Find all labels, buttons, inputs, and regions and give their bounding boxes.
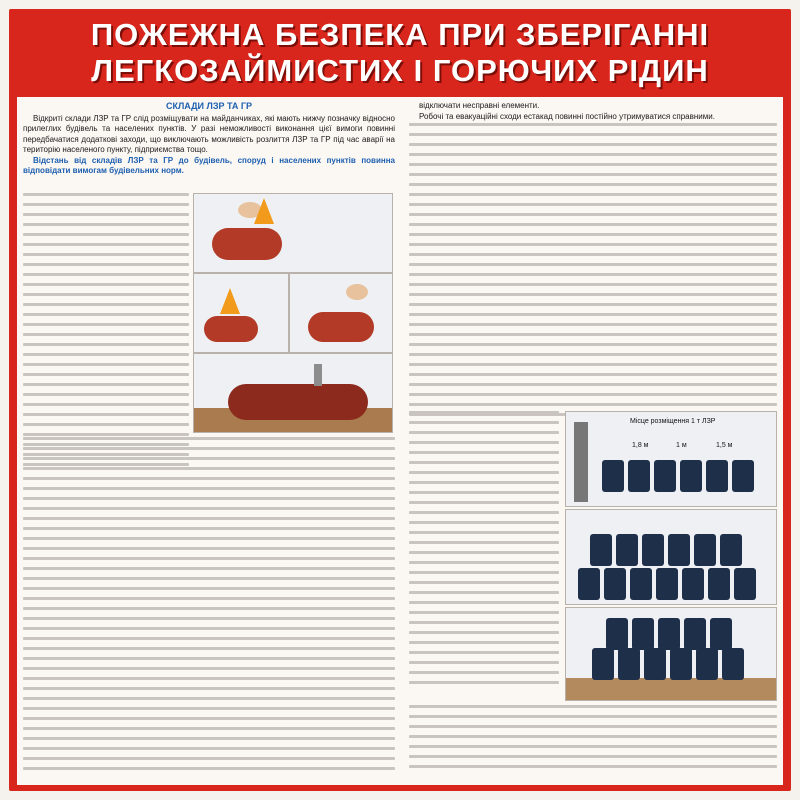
right-paragraph-1: відключати несправні елементи. [419,101,540,110]
dimension-3: 1,5 м [716,442,733,449]
illustration-tank-hand [289,273,393,353]
poster-title [9,17,791,89]
illustration-drums-storage [565,411,777,507]
text-block-right-b [409,411,559,691]
paragraph-highlight: Відстань від складів ЛЗР та ГР до будівель, споруд і населених пунктів повинна відповідати вимогам будівельних норм. [23,156,395,176]
section-heading: СКЛАДИ ЛЗР ТА ГР [165,101,252,111]
right-paragraph-2: Робочі та евакуаційні сходи естакад повинні постійно утримуватися справними. [419,112,715,122]
poster-sheet [17,97,783,785]
text-block-right-c [409,705,777,775]
illustration-tank-fire-small [193,273,289,353]
illustration-drum-pile-outdoor [565,607,777,701]
illustration-tank-fire-left [193,193,393,273]
illustration-drums-tiered [565,509,777,605]
left-column [23,97,395,177]
illustration-underground-tank [193,353,393,433]
paragraph: Відкриті склади ЛЗР та ГР слід розміщувати на майданчиках, які мають нижчу позначку відносно прилеглих будівель та населених пунктів. У разі неможливості виконання цієї вимоги повинні передбачатися додаткові заходи, що виключають можливість розлиття ЛЗР та ГР під час аварії на територію населеного пункту, підприємства тощо. [23,114,395,154]
dimension-1: 1,8 м [632,442,649,449]
text-block-right-a [409,123,777,423]
illustration-label: Місце розміщення 1 т ЛЗР [630,418,716,425]
right-column [409,101,777,123]
text-block-left-a [23,193,189,473]
title-line-1: ПОЖЕЖНА БЕЗПЕКА ПРИ ЗБЕРІГАННІ [90,17,710,52]
dimension-2: 1 м [676,442,687,449]
poster-frame [9,9,791,791]
title-line-2: ЛЕГКОЗАЙМИСТИХ І ГОРЮЧИХ РІДИН [91,53,709,88]
text-block-left-b [23,437,395,777]
